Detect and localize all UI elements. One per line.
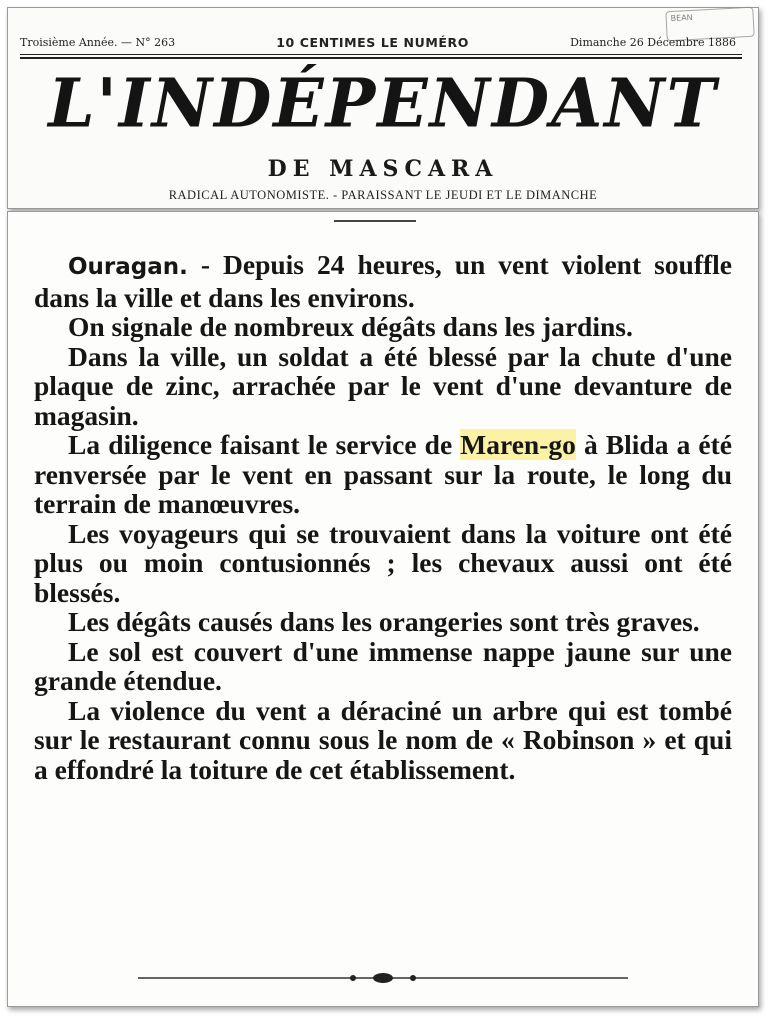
article-headline: Ouragan. bbox=[68, 254, 188, 280]
paragraph-7: Le sol est couvert d'une immense nappe jaune sur une grande étendue. bbox=[34, 635, 732, 696]
paragraph-4-pre: La diligence faisant le service de bbox=[68, 429, 461, 460]
paragraph-3: Dans la ville, un soldat a été blessé par la chute d'une plaque de zinc, arrachée par le vent d'une devanture de magasin. bbox=[34, 340, 732, 431]
stamp-text: BEAN bbox=[670, 12, 693, 24]
newspaper-masthead bbox=[7, 7, 759, 209]
newspaper-subtitle: DE MASCARA bbox=[267, 156, 499, 182]
end-ornament bbox=[138, 972, 628, 984]
issue-number: Troisième Année. — N° 263 bbox=[20, 35, 176, 49]
masthead-rule-thick bbox=[20, 57, 742, 59]
issue-price: 10 CENTIMES LE NUMÉRO bbox=[276, 34, 469, 50]
paragraph-1-text: - Depuis 24 heures, un vent violent souffle dans la ville et dans les environs. bbox=[34, 249, 732, 313]
paragraph-8: La violence du vent a déraciné un arbre qui est tombé sur le restaurant connu sous le nom de « Robinson » et qui a effondré la toiture de cet établissement. bbox=[34, 694, 732, 785]
newspaper-title: L'INDÉPENDANT bbox=[48, 63, 718, 143]
newspaper-tagline: RADICAL AUTONOMISTE. - PARAISSANT LE JEUDI ET LE DIMANCHE bbox=[168, 188, 598, 202]
masthead-meta-row bbox=[20, 32, 736, 52]
issue-date: Dimanche 26 Décembre 1886 bbox=[570, 35, 736, 49]
article-clipping bbox=[7, 211, 759, 1007]
paragraph-2: On signale de nombreux dégâts dans les jardins. bbox=[68, 311, 633, 342]
paragraph-1 bbox=[34, 250, 732, 312]
paragraph-6: Les dégâts causés dans les orangeries sont très graves. bbox=[68, 606, 700, 637]
highlighted-place-name: Maren-go bbox=[460, 429, 576, 460]
paragraph-4-post: à Blida a été renversée par le vent en passant sur la route, le long du terrain de manœuvres. bbox=[34, 429, 732, 519]
masthead-rule bbox=[20, 54, 742, 55]
article-body bbox=[34, 250, 732, 784]
paragraph-5: Les voyageurs qui se trouvaient dans la voiture ont été plus ou moin contusionnés ; les chevaux aussi ont été blessés. bbox=[34, 517, 732, 608]
section-divider bbox=[334, 220, 416, 222]
paragraph-4 bbox=[34, 430, 732, 519]
